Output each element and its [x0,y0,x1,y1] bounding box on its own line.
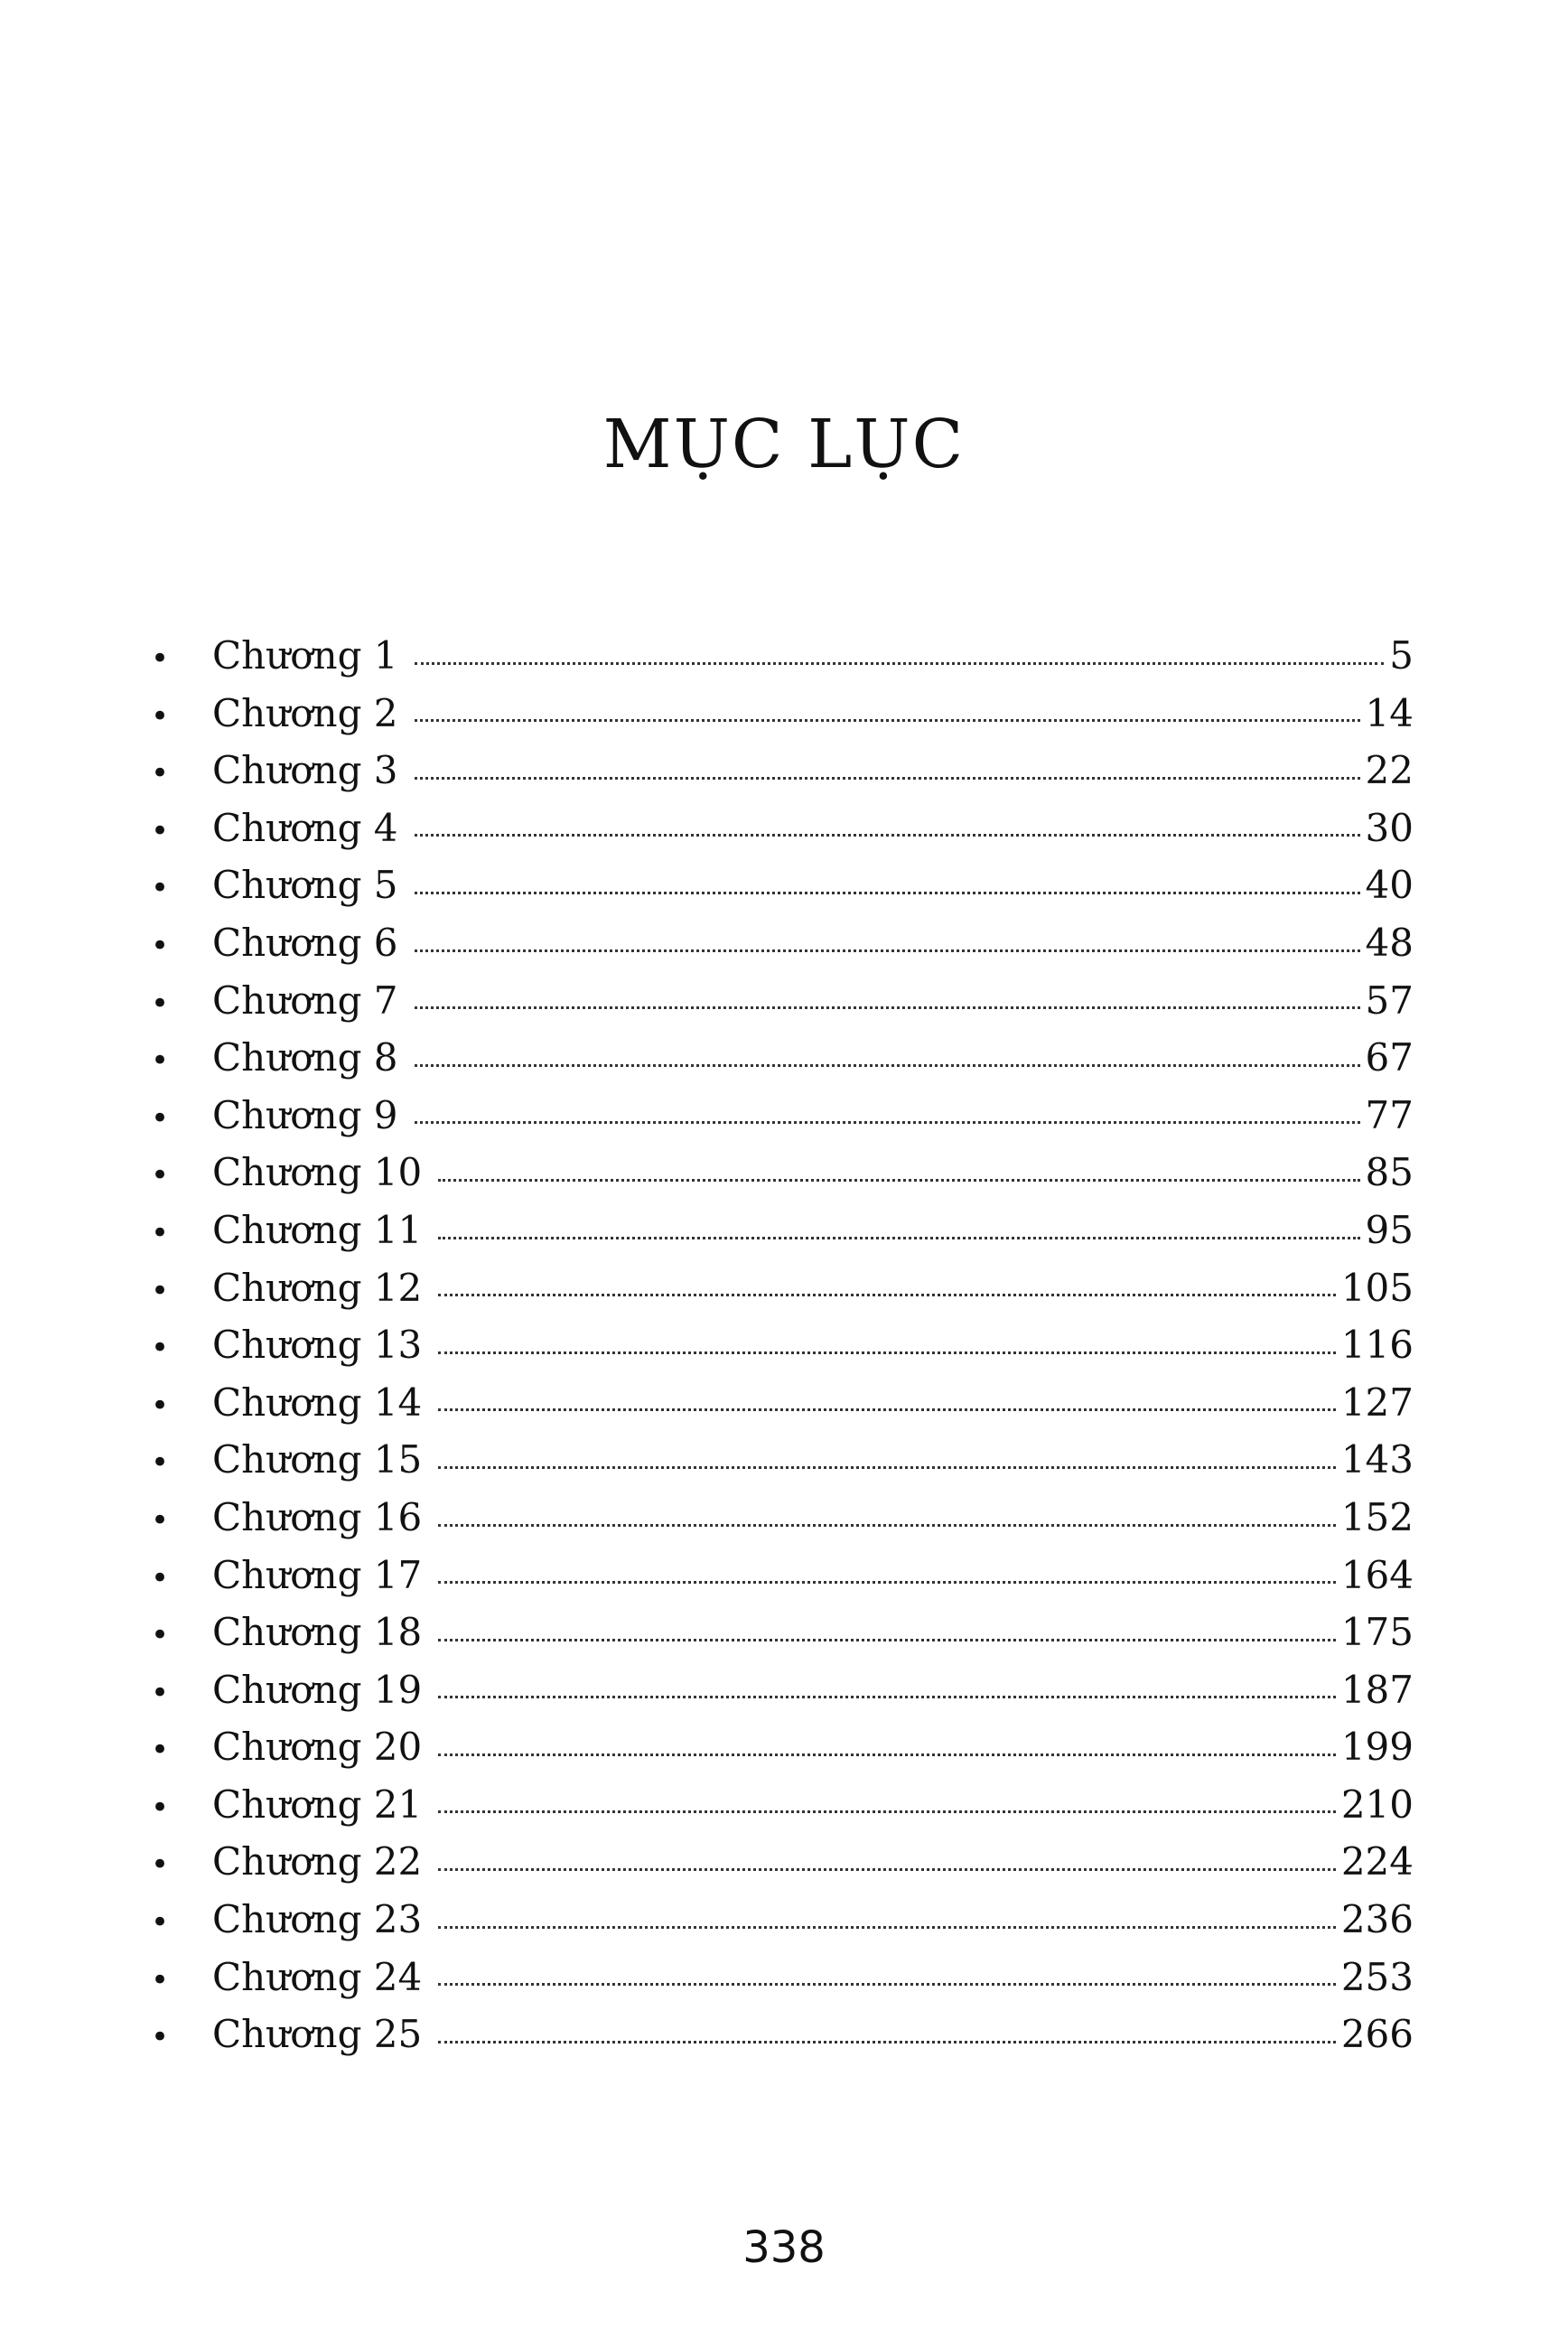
table-of-contents [149,627,1414,2063]
bullet-icon: • [151,1847,170,1884]
dot-leader [438,1408,1336,1411]
toc-entry-label: Chương 19 [212,1667,423,1712]
toc-entry-page: 57 [1365,977,1414,1023]
toc-entry-page: 116 [1340,1323,1414,1368]
toc-entry-page: 199 [1340,1725,1414,1770]
bullet-icon: • [151,1559,170,1596]
toc-entry[interactable] [149,1547,1414,1604]
toc-entry-page: 77 [1365,1092,1414,1137]
toc-entry-page: 85 [1365,1150,1414,1195]
toc-entry[interactable] [149,742,1414,800]
bullet-icon: • [151,1214,170,1251]
dot-leader [438,1179,1359,1182]
bullet-icon: • [151,1330,170,1367]
toc-entry[interactable] [149,1661,1414,1719]
toc-entry-label: Chương 5 [212,863,398,908]
toc-entry-label: Chương 24 [212,1954,423,1999]
toc-entry-page: 266 [1340,2012,1414,2057]
toc-entry-label: Chương 12 [212,1265,423,1310]
toc-entry[interactable] [149,1029,1414,1087]
toc-entry-label: Chương 16 [212,1494,423,1539]
toc-entry-label: Chương 22 [212,1839,423,1884]
bullet-icon: • [151,641,170,677]
dot-leader [438,1466,1336,1469]
toc-entry[interactable] [149,1316,1414,1374]
toc-entry-label: Chương 23 [212,1897,423,1942]
dot-leader [415,719,1360,722]
bullet-icon: • [151,755,170,792]
dot-leader [438,1926,1336,1929]
toc-entry[interactable] [149,1087,1414,1145]
toc-entry-label: Chương 15 [212,1437,423,1482]
toc-entry[interactable] [149,1144,1414,1202]
bullet-icon: • [151,1445,170,1482]
toc-entry[interactable] [149,1374,1414,1432]
toc-entry-label: Chương 20 [212,1725,423,1770]
toc-entry-page: 187 [1340,1667,1414,1712]
dot-leader [438,1868,1336,1871]
dot-leader [415,1064,1360,1067]
bullet-icon: • [151,812,170,849]
dot-leader [415,1121,1360,1124]
bullet-icon: • [151,1904,170,1941]
bullet-icon: • [151,697,170,734]
toc-entry-page: 236 [1340,1897,1414,1942]
bullet-icon: • [151,927,170,964]
dot-leader [438,1983,1336,1986]
toc-entry[interactable] [149,1833,1414,1891]
toc-entry[interactable] [149,627,1414,685]
bullet-icon: • [151,1099,170,1136]
bullet-icon: • [151,1157,170,1194]
toc-entry[interactable] [149,972,1414,1030]
toc-entry-label: Chương 17 [212,1552,423,1597]
bullet-icon: • [151,1961,170,1998]
toc-entry-page: 14 [1365,690,1414,735]
toc-entry-label: Chương 21 [212,1782,423,1827]
toc-entry[interactable] [149,2006,1414,2063]
toc-entry[interactable] [149,914,1414,972]
toc-entry-label: Chương 14 [212,1379,423,1425]
page-title: MỤC LỤC [602,406,966,483]
toc-entry-page: 105 [1340,1265,1414,1310]
toc-entry-page: 22 [1365,748,1414,793]
toc-entry-label: Chương 11 [212,1207,423,1252]
bullet-icon: • [151,1789,170,1826]
toc-entry-page: 143 [1340,1437,1414,1482]
toc-entry[interactable] [149,1489,1414,1547]
dot-leader [438,1524,1336,1527]
toc-entry-page: 5 [1389,633,1414,678]
bullet-icon: • [151,1043,170,1080]
toc-entry-page: 40 [1365,863,1414,908]
dot-leader [415,892,1360,894]
toc-entry-label: Chương 4 [212,805,398,850]
dot-leader [438,1351,1336,1354]
bullet-icon: • [151,985,170,1022]
page-number: 338 [742,2222,826,2273]
bullet-icon: • [151,2019,170,2056]
toc-entry-label: Chương 3 [212,748,398,793]
toc-entry-page: 253 [1340,1954,1414,1999]
bullet-icon: • [151,1732,170,1769]
toc-entry-page: 127 [1340,1379,1414,1425]
toc-entry-label: Chương 10 [212,1150,423,1195]
toc-entry-label: Chương 25 [212,2012,423,2057]
bullet-icon: • [151,1272,170,1309]
toc-entry-label: Chương 1 [212,633,398,678]
toc-entry-page: 152 [1340,1494,1414,1539]
toc-entry-page: 224 [1340,1839,1414,1884]
dot-leader [438,1237,1359,1239]
toc-entry-page: 48 [1365,920,1414,965]
toc-entry-page: 95 [1365,1207,1414,1252]
toc-entry[interactable] [149,1431,1414,1489]
dot-leader [415,949,1360,952]
bullet-icon: • [151,870,170,907]
toc-entry-label: Chương 9 [212,1092,398,1137]
toc-entry[interactable] [149,685,1414,743]
toc-entry-label: Chương 7 [212,977,398,1023]
toc-entry-label: Chương 6 [212,920,398,965]
bullet-icon: • [151,1387,170,1424]
toc-entry-label: Chương 2 [212,690,398,735]
bullet-icon: • [151,1617,170,1654]
dot-leader [438,1810,1336,1813]
toc-entry-label: Chương 18 [212,1610,423,1655]
toc-entry-label: Chương 8 [212,1035,398,1080]
dot-leader [438,2041,1336,2043]
toc-entry-page: 30 [1365,805,1414,850]
toc-entry[interactable] [149,1604,1414,1661]
toc-entry-page: 210 [1340,1782,1414,1827]
dot-leader [415,662,1385,665]
dot-leader [415,834,1360,837]
toc-entry[interactable] [149,1776,1414,1834]
toc-entry[interactable] [149,1259,1414,1317]
bullet-icon: • [151,1501,170,1538]
bullet-icon: • [151,1674,170,1711]
toc-entry-page: 67 [1365,1035,1414,1080]
toc-entry[interactable] [149,1718,1414,1776]
dot-leader [438,1294,1336,1296]
dot-leader [438,1696,1336,1698]
toc-entry[interactable] [149,856,1414,914]
toc-entry-page: 164 [1340,1552,1414,1597]
dot-leader [438,1581,1336,1584]
dot-leader [415,777,1360,780]
toc-entry[interactable] [149,1202,1414,1259]
dot-leader [438,1639,1336,1641]
toc-entry[interactable] [149,1891,1414,1949]
toc-entry[interactable] [149,1949,1414,2006]
toc-entry-page: 175 [1340,1610,1414,1655]
dot-leader [415,1006,1360,1009]
dot-leader [438,1754,1336,1756]
toc-entry[interactable] [149,800,1414,857]
toc-entry-label: Chương 13 [212,1323,423,1368]
